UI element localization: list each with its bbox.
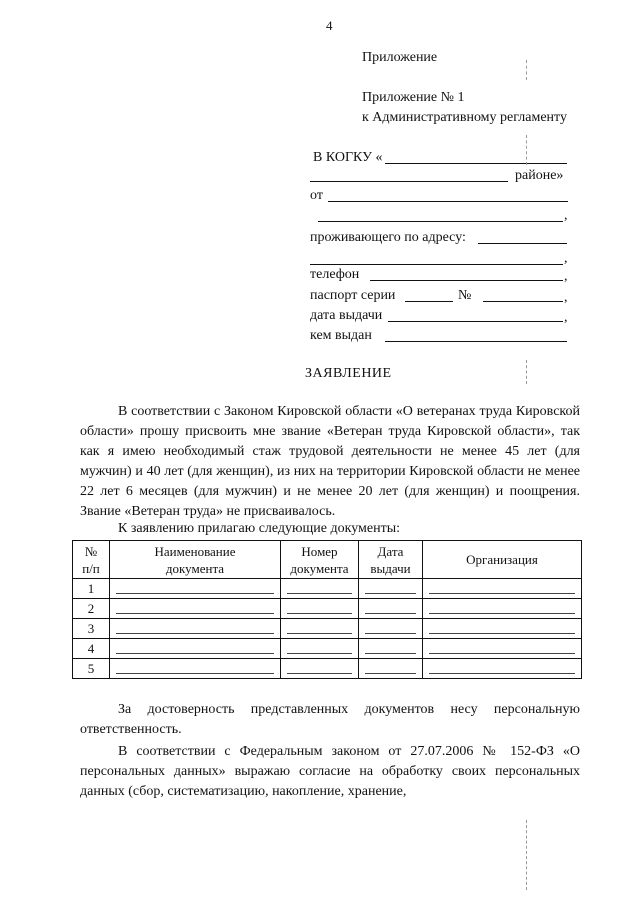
- table-row: [73, 599, 582, 619]
- table-cell: [423, 579, 582, 599]
- table-cell: [359, 599, 423, 619]
- table-row: [73, 659, 582, 679]
- documents-table: [72, 540, 582, 679]
- table-cell: [423, 639, 582, 659]
- paragraph-request: В соответствии с Законом Кировской области «О ветеранах труда Кировской области» прошу присвоить мне звание «Ветеран труда Кировской области», так как я имею необходимый стаж трудовой деятельности не менее 45 лет (для мужчин) и 40 лет (для женщин), из них на территории Кировской области не менее 22 лет 6 месяцев (для мужчин) и не менее 20 лет (для женщин) и поощрения. Звание «Ветеран труда» не присваивалось.: [80, 404, 580, 519]
- table-cell: [359, 579, 423, 599]
- table-cell: [110, 579, 281, 599]
- table-cell: [110, 639, 281, 659]
- table-row: [73, 619, 582, 639]
- regulation-reference: к Административному регламенту: [362, 110, 567, 125]
- table-cell: [281, 579, 359, 599]
- residing-label: проживающего по адресу:: [310, 230, 466, 245]
- table-cell: [281, 659, 359, 679]
- table-cell: [110, 599, 281, 619]
- table-cell: [423, 659, 582, 679]
- scan-mark: [526, 820, 527, 890]
- recipient-line: [385, 163, 567, 164]
- table-cell: [281, 599, 359, 619]
- table-cell: [281, 639, 359, 659]
- comma-5: ,: [564, 310, 568, 325]
- appendix-number: Приложение № 1: [362, 90, 465, 105]
- scan-mark: [526, 360, 527, 384]
- table-cell: [281, 619, 359, 639]
- table-cell: [359, 619, 423, 639]
- column-header-organization: Организация: [423, 541, 582, 579]
- scan-mark: [526, 60, 527, 80]
- comma-2: ,: [564, 251, 568, 266]
- table-cell: [423, 599, 582, 619]
- residing-line: [478, 243, 567, 244]
- row-number: 5: [73, 659, 110, 679]
- column-header-issue-date: Дата выдачи: [359, 541, 423, 579]
- table-cell: [110, 659, 281, 679]
- appendix-label: Приложение: [362, 50, 438, 65]
- phone-label: телефон: [310, 267, 360, 282]
- district-label: районе»: [515, 168, 564, 183]
- document-title: ЗАЯВЛЕНИЕ: [305, 366, 392, 381]
- table-row: [73, 579, 582, 599]
- column-header-name: Наименование документа: [110, 541, 281, 579]
- table-cell: [110, 619, 281, 639]
- phone-line: [370, 280, 563, 281]
- comma-4: ,: [564, 290, 568, 305]
- row-number: 1: [73, 579, 110, 599]
- recipient-label: В КОГКУ «: [313, 150, 383, 165]
- from-label: от: [310, 188, 323, 203]
- district-line: [310, 181, 508, 182]
- scan-mark: [526, 135, 527, 165]
- passport-series-label: паспорт серии: [310, 288, 396, 303]
- from-line: [328, 201, 568, 202]
- issued-by-line: [385, 341, 567, 342]
- paragraph-responsibility: За достоверность представленных документов несу персональную ответственность.: [80, 702, 580, 737]
- table-row: [73, 639, 582, 659]
- row-number: 2: [73, 599, 110, 619]
- issue-date-label: дата выдачи: [310, 308, 383, 323]
- passport-number-line: [483, 301, 563, 302]
- column-header-doc-number: Номер документа: [281, 541, 359, 579]
- page-number: 4: [326, 18, 333, 33]
- comma-1: ,: [564, 208, 568, 223]
- issued-by-label: кем выдан: [310, 328, 372, 343]
- paragraph-consent: В соответствии с Федеральным законом от 27.07.2006 № 152-ФЗ «О персональных данных» выражаю согласие на обработку своих персональных данных (сбор, систематизацию, накопление, хранение,: [80, 744, 580, 799]
- row-number: 3: [73, 619, 110, 639]
- row-number: 4: [73, 639, 110, 659]
- attachments-intro: К заявлению прилагаю следующие документы:: [118, 521, 401, 536]
- comma-3: ,: [564, 269, 568, 284]
- issue-date-line: [388, 321, 563, 322]
- table-header-row: [73, 541, 582, 579]
- column-header-number: № п/п: [73, 541, 110, 579]
- from-line-2: [318, 221, 563, 222]
- passport-number-label: №: [458, 288, 472, 303]
- table-cell: [359, 659, 423, 679]
- table-cell: [359, 639, 423, 659]
- passport-series-line: [405, 301, 453, 302]
- table-cell: [423, 619, 582, 639]
